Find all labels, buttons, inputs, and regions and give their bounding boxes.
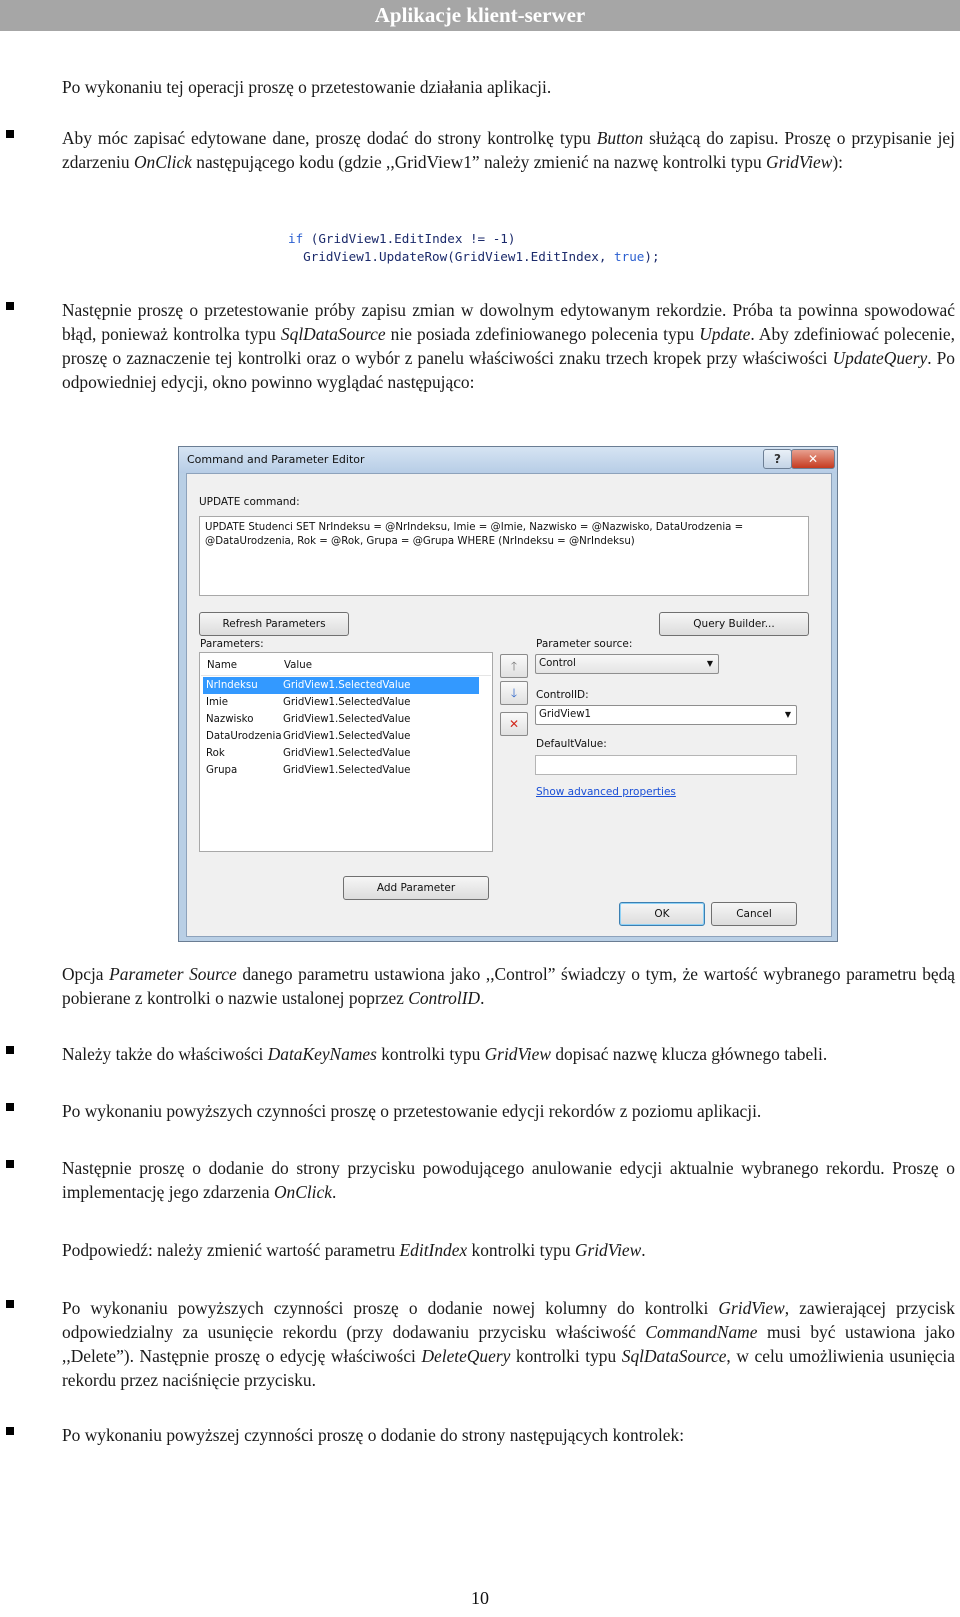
text: nie posiada zdefiniowanego polecenia typu	[385, 324, 700, 344]
ok-button[interactable]: OK	[619, 902, 705, 926]
move-up-icon[interactable]: 🡑	[500, 654, 528, 678]
text: kontrolki typu	[467, 1240, 575, 1260]
show-advanced-properties-link[interactable]: Show advanced properties	[536, 786, 676, 798]
control-id-label: ControlID:	[536, 689, 589, 701]
text-italic: DataKeyNames	[267, 1044, 377, 1064]
chevron-down-icon: ▼	[784, 710, 791, 719]
code-text: );	[644, 249, 660, 264]
parameter-row[interactable]	[203, 745, 479, 762]
text-italic: UpdateQuery	[832, 348, 928, 368]
text: Następnie proszę o przetestowanie próby zapisu zmian w dowolnym edytowanym rekordzie. Próba ta powinna spowodować błąd, ponieważ kontrolka typu	[62, 300, 955, 344]
update-command-textarea[interactable]: UPDATE Studenci SET NrIndeksu = @NrIndeksu, Imie = @Imie, Nazwisko = @Nazwisko, DataUrodzenia = @DataUrodzenia, Rok = @Rok, Grupa = @Grupa WHERE (NrIndeksu = @NrIndeksu)	[199, 516, 809, 596]
refresh-parameters-button[interactable]: Refresh Parameters	[199, 612, 349, 636]
default-value-label: DefaultValue:	[536, 738, 607, 750]
paragraph-6: Po wykonaniu powyższych czynności proszę o przetestowanie edycji rekordów z poziomu aplikacji.	[62, 1101, 762, 1121]
column-value-header[interactable]: Value	[284, 660, 312, 671]
parameters-list-header	[201, 657, 491, 676]
bullet-icon	[6, 1103, 14, 1111]
text: danego parametru ustawiona jako ,,Control” świadczy o tym, że wartość wybranego parametru będą pobierane z kontrolki o nazwie ustalonej poprzez	[62, 964, 956, 1008]
code-keyword: true	[614, 249, 645, 264]
parameters-label: Parameters:	[200, 638, 264, 650]
text: dopisać nazwę klucza głównego tabeli.	[550, 1044, 828, 1064]
text-italic: SqlDataSource	[280, 324, 386, 344]
dialog-title: Command and Parameter Editor	[187, 453, 365, 466]
bullet-icon	[6, 1160, 14, 1168]
text-italic: Parameter Source	[109, 964, 237, 984]
paragraph-4	[62, 962, 955, 1010]
code-snippet	[288, 230, 660, 266]
parameter-name: NrIndeksu	[206, 680, 258, 691]
text: Aby móc zapisać edytowane dane, proszę dodać do strony kontrolkę typu	[62, 128, 597, 148]
text: musi być ustawiona jako ,,Delete”). Następnie proszę o edycję właściwości	[62, 1322, 956, 1366]
dialog-client-area	[186, 473, 832, 937]
control-id-select[interactable]	[535, 705, 797, 725]
paragraph-1: Po wykonaniu tej operacji proszę o przetestowanie działania aplikacji.	[62, 77, 552, 97]
text: kontrolki typu	[376, 1044, 485, 1064]
move-down-icon[interactable]: 🡓	[500, 681, 528, 705]
text-italic: SqlDataSource	[621, 1346, 727, 1366]
delete-parameter-icon[interactable]: ✕	[500, 712, 528, 736]
text: .	[331, 1182, 337, 1202]
paragraph-3	[62, 298, 955, 394]
parameters-list[interactable]	[199, 652, 493, 852]
paragraph-2	[62, 126, 955, 174]
text-italic: ControlID	[408, 988, 481, 1008]
parameter-name: Rok	[206, 748, 225, 759]
bullet-icon	[6, 1427, 14, 1435]
paragraph-7	[62, 1156, 955, 1204]
parameter-row[interactable]	[203, 694, 479, 711]
page-number: 10	[471, 1588, 489, 1608]
parameter-source-value: Control	[539, 658, 576, 669]
chevron-down-icon: ▼	[706, 659, 713, 668]
text-italic: OnClick	[273, 1182, 332, 1202]
text: , zawierającej przycisk odpowiedzialny za usunięcie rekordu (przy dodawaniu przycisku właściwość	[62, 1298, 956, 1342]
text-italic: OnClick	[133, 152, 192, 172]
bullet-icon	[6, 302, 14, 310]
text: .	[480, 988, 485, 1008]
code-text: GridView1.UpdateRow(GridView1.EditIndex,	[288, 249, 615, 264]
code-keyword: if	[288, 231, 304, 246]
text-italic: EditIndex	[399, 1240, 468, 1260]
parameter-name: DataUrodzenia	[206, 731, 282, 742]
add-parameter-button[interactable]: Add Parameter	[343, 876, 489, 900]
dialog-titlebar	[179, 447, 837, 473]
text: ):	[832, 152, 843, 172]
parameter-row[interactable]	[203, 762, 479, 779]
update-command-label: UPDATE command:	[199, 496, 300, 508]
text: kontrolki typu	[510, 1346, 622, 1366]
parameter-value: GridView1.SelectedValue	[283, 765, 411, 776]
text: .	[641, 1240, 646, 1260]
text: służącą do zapisu. Proszę o przypisanie jej zdarzeniu	[62, 128, 955, 172]
text: , w celu umożliwienia usunięcia rekordu przez naciśnięcie przycisku.	[62, 1346, 955, 1390]
parameter-value: GridView1.SelectedValue	[283, 714, 411, 725]
page-header	[0, 0, 960, 31]
parameter-name: Nazwisko	[206, 714, 254, 725]
text: Następnie proszę o dodanie do strony przycisku powodującego anulowanie edycji aktualnie wybranego rekordu. Proszę o implementację jego zdarzenia	[62, 1158, 955, 1202]
parameter-value: GridView1.SelectedValue	[283, 697, 411, 708]
default-value-input[interactable]	[535, 755, 797, 775]
header-title: Aplikacje klient-serwer	[374, 3, 586, 27]
text-italic: CommandName	[645, 1322, 758, 1342]
parameter-name: Grupa	[206, 765, 238, 776]
paragraph-5	[62, 1042, 955, 1066]
column-name-header[interactable]: Name	[207, 660, 238, 671]
text: Należy także do właściwości	[62, 1044, 268, 1064]
text: Po wykonaniu powyższych czynności proszę o dodanie nowej kolumny do kontrolki	[62, 1298, 719, 1318]
parameter-name: Imie	[206, 697, 229, 708]
text-italic: DeleteQuery	[421, 1346, 511, 1366]
text: Podpowiedź: należy zmienić wartość parametru	[62, 1240, 400, 1260]
bullet-icon	[6, 130, 14, 138]
parameter-source-label: Parameter source:	[536, 638, 633, 650]
parameter-value: GridView1.SelectedValue	[283, 731, 411, 742]
paragraph-10: Po wykonaniu powyższej czynności proszę o dodanie do strony następujących kontrolek:	[62, 1425, 685, 1445]
text-italic: GridView	[484, 1044, 551, 1064]
text-italic: GridView	[574, 1240, 642, 1260]
help-button[interactable]: ?	[763, 449, 792, 469]
text-italic: Button	[596, 128, 644, 148]
paragraph-8	[62, 1238, 955, 1262]
parameter-value: GridView1.SelectedValue	[283, 680, 411, 691]
text: Opcja	[62, 964, 110, 984]
text: . Po odpowiedniej edycji, okno powinno wyglądać następująco:	[62, 348, 955, 392]
paragraph-9	[62, 1296, 955, 1392]
command-parameter-editor-dialog	[178, 446, 838, 942]
close-button[interactable]: ✕	[791, 449, 835, 469]
parameter-source-select[interactable]	[535, 654, 719, 674]
text-italic: Update	[699, 324, 751, 344]
query-builder-button[interactable]: Query Builder...	[659, 612, 809, 636]
control-id-value: GridView1	[539, 709, 592, 720]
bullet-icon	[6, 1300, 14, 1308]
parameter-row[interactable]	[203, 677, 479, 694]
bullet-icon	[6, 1046, 14, 1054]
parameter-row[interactable]	[203, 711, 479, 728]
parameter-row[interactable]	[203, 728, 479, 745]
text-italic: GridView	[718, 1298, 785, 1318]
code-text: (GridView1.EditIndex != -1)	[303, 231, 516, 246]
text: . Aby zdefiniować polecenie, proszę o zaznaczenie tej kontrolki oraz o wybór z panelu właściwości znaku trzech kropek przy właściwości	[62, 324, 955, 368]
text: następującego kodu (gdzie ,,GridView1” należy zmienić na nazwę kontrolki typu	[191, 152, 767, 172]
text-italic: GridView	[766, 152, 833, 172]
parameter-value: GridView1.SelectedValue	[283, 748, 411, 759]
cancel-button[interactable]: Cancel	[711, 902, 797, 926]
